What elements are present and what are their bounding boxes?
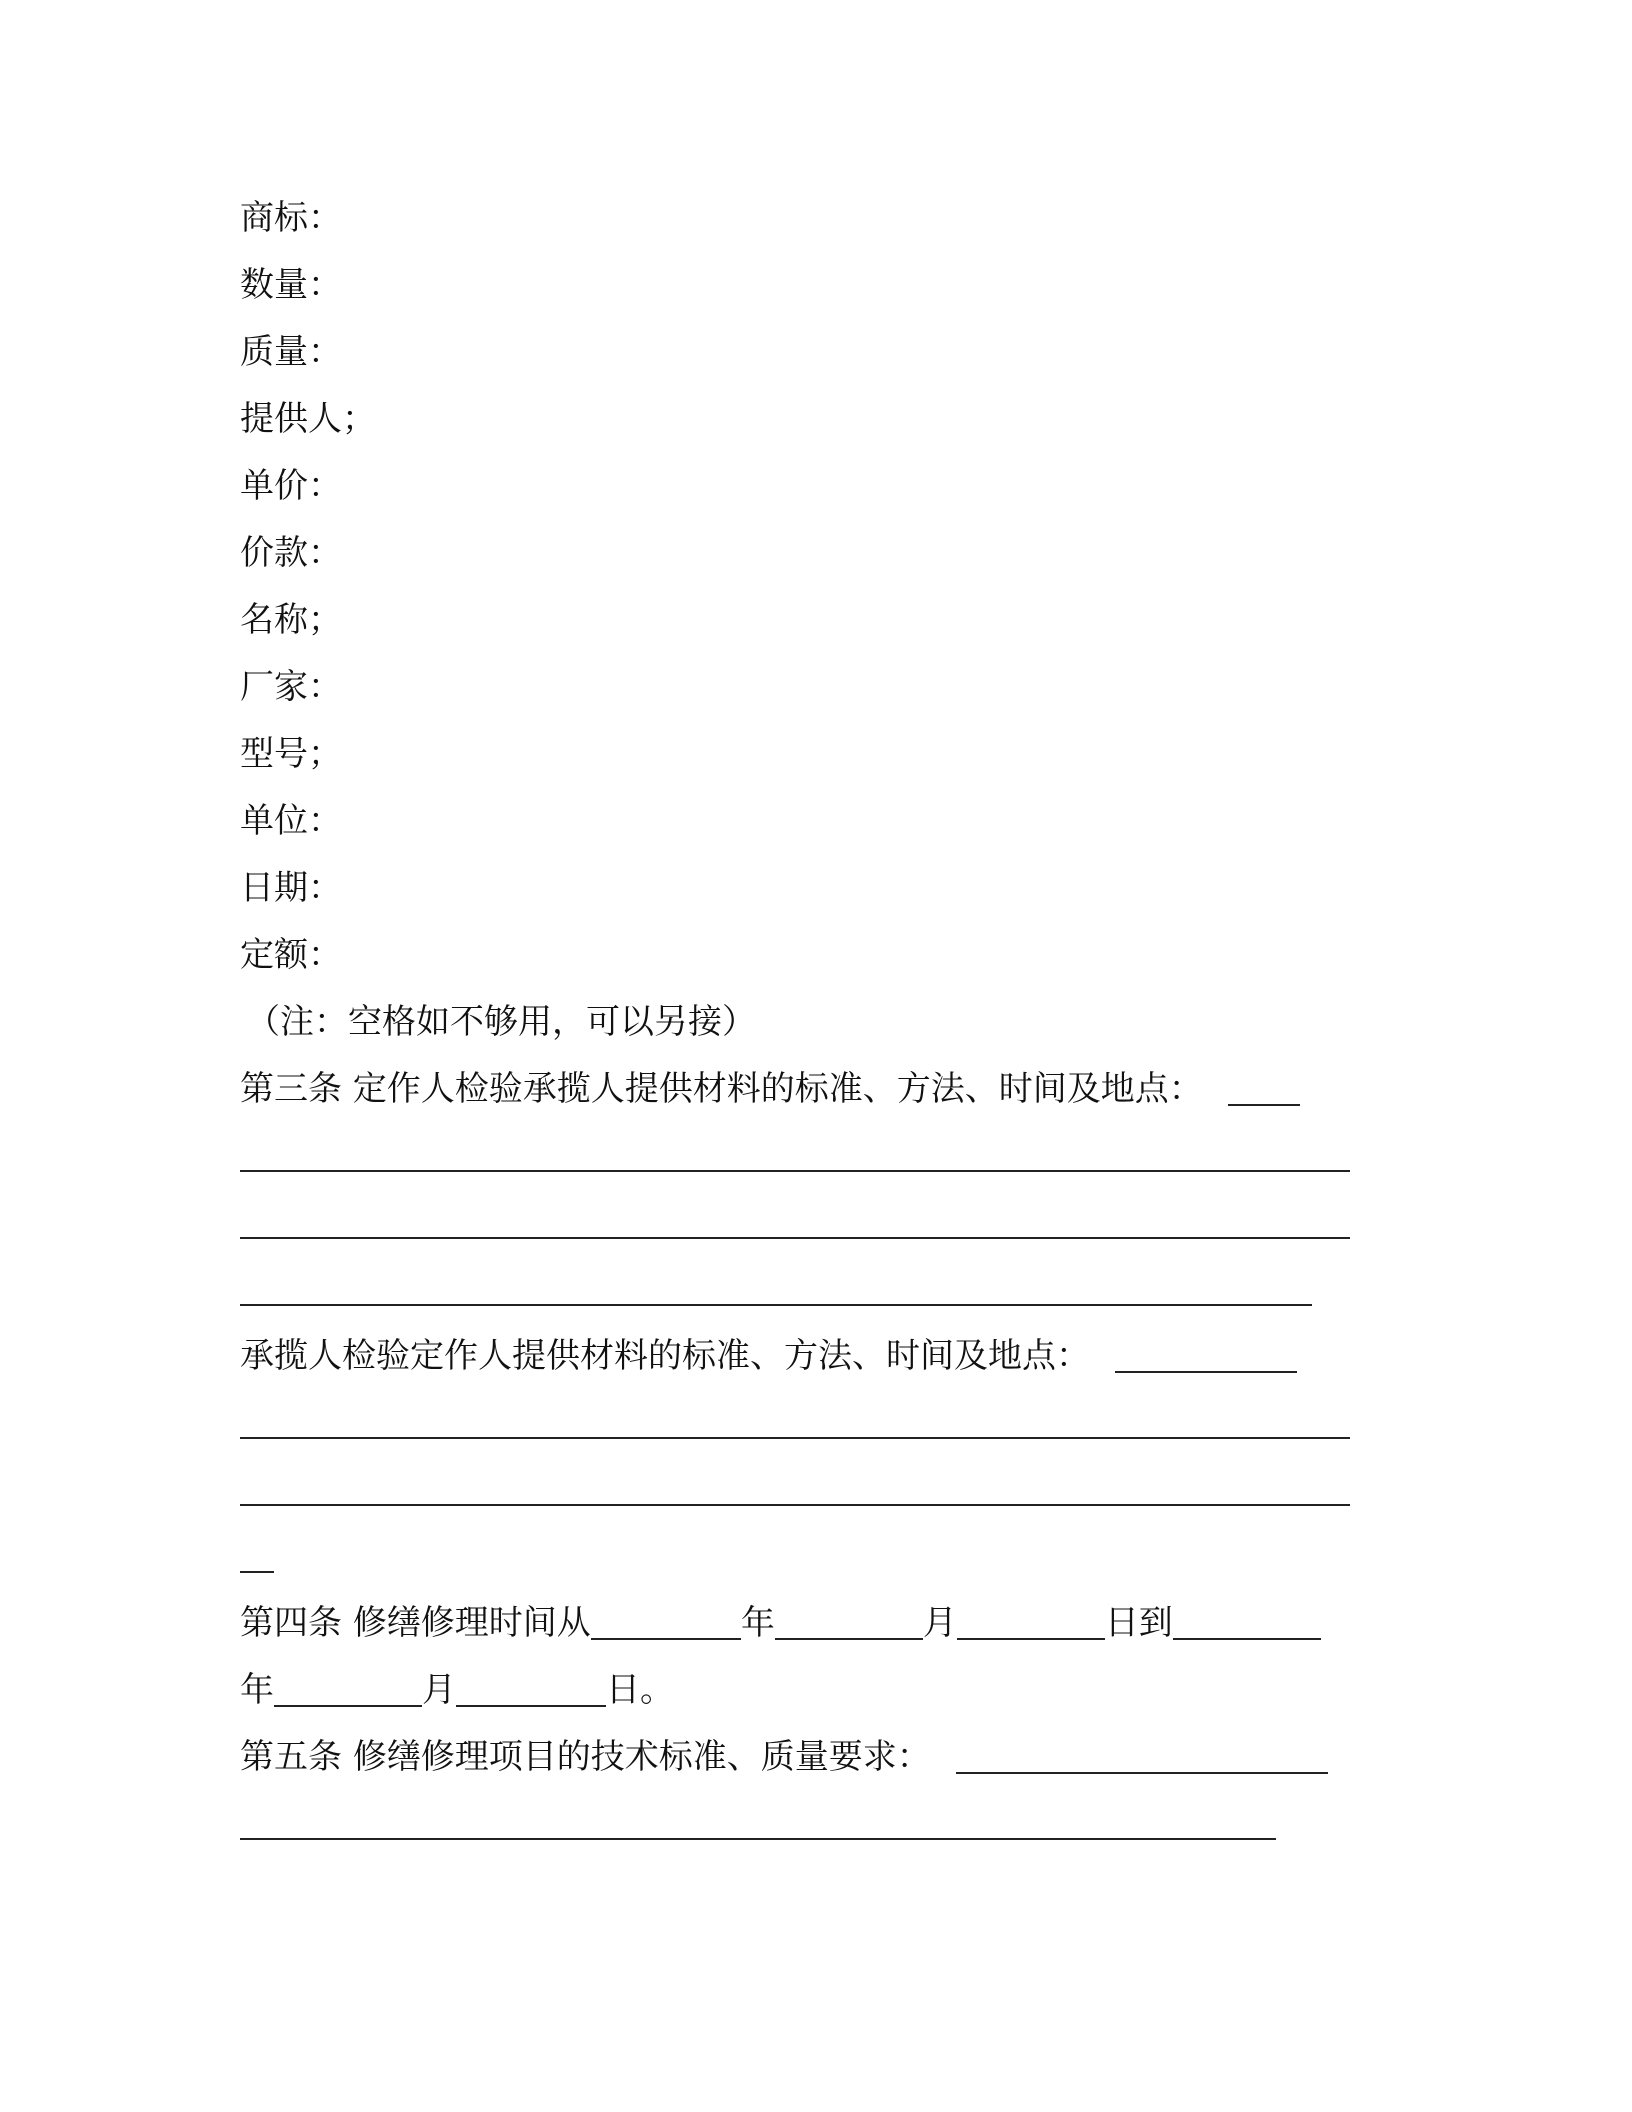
article4-day-to-label: 日到 [1104, 1603, 1173, 1643]
article3-blank-line-1[interactable] [240, 1170, 1350, 1172]
article4-line-1 [240, 1603, 1321, 1643]
article4-end-day-blank[interactable] [456, 1671, 606, 1707]
article4-label: 第四条 修缮修理时间从 [240, 1603, 591, 1643]
article3-label: 第三条 定作人检验承揽人提供材料的标准、方法、时间及地点： [240, 1069, 1203, 1109]
article4-start-year-blank[interactable] [591, 1604, 741, 1640]
article3-blank-line-2[interactable] [240, 1237, 1350, 1239]
field-trademark: 商标： [240, 198, 342, 238]
article3-blank-inline[interactable] [1228, 1070, 1300, 1106]
article5-blank-line-1[interactable] [240, 1838, 1276, 1840]
article5-blank-inline[interactable] [956, 1738, 1328, 1774]
article5-heading [240, 1737, 1328, 1777]
article4-end-month-blank[interactable] [274, 1671, 422, 1707]
article4-end-day-label: 日。 [606, 1670, 674, 1710]
article3-sub-label: 承揽人检验定作人提供材料的标准、方法、时间及地点： [240, 1336, 1090, 1376]
article4-start-day-blank[interactable] [957, 1604, 1105, 1640]
field-name: 名称； [240, 600, 342, 640]
article3-heading [240, 1069, 1300, 1109]
article3-sub-blank-inline[interactable] [1115, 1337, 1297, 1373]
field-unit-price: 单价： [240, 466, 342, 506]
field-model: 型号； [240, 734, 342, 774]
article4-month-label: 月 [922, 1603, 957, 1643]
field-unit: 单位： [240, 801, 342, 841]
field-quality: 质量： [240, 332, 342, 372]
article4-end-year-label: 年 [240, 1670, 274, 1710]
field-payment: 价款： [240, 533, 342, 573]
article3-sub-blank-line-1[interactable] [240, 1437, 1350, 1439]
article3-sub-blank-line-3[interactable] [240, 1571, 274, 1573]
article3-sub-blank-line-2[interactable] [240, 1504, 1350, 1506]
article4-start-month-blank[interactable] [775, 1604, 923, 1640]
field-quota: 定额： [240, 935, 342, 975]
article4-line-2 [240, 1670, 674, 1710]
note-text: （注：空格如不够用，可以另接） [246, 1002, 756, 1042]
article3-sub-heading [240, 1336, 1297, 1376]
field-quantity: 数量： [240, 265, 342, 305]
field-manufacturer: 厂家： [240, 667, 342, 707]
article3-blank-line-3[interactable] [240, 1304, 1312, 1306]
field-date: 日期： [240, 868, 342, 908]
field-provider: 提供人； [240, 399, 376, 439]
article5-label: 第五条 修缮修理项目的技术标准、质量要求： [240, 1737, 931, 1777]
article4-end-month-label: 月 [422, 1670, 456, 1710]
article4-end-year-blank[interactable] [1173, 1604, 1321, 1640]
article4-year-label: 年 [740, 1603, 775, 1643]
